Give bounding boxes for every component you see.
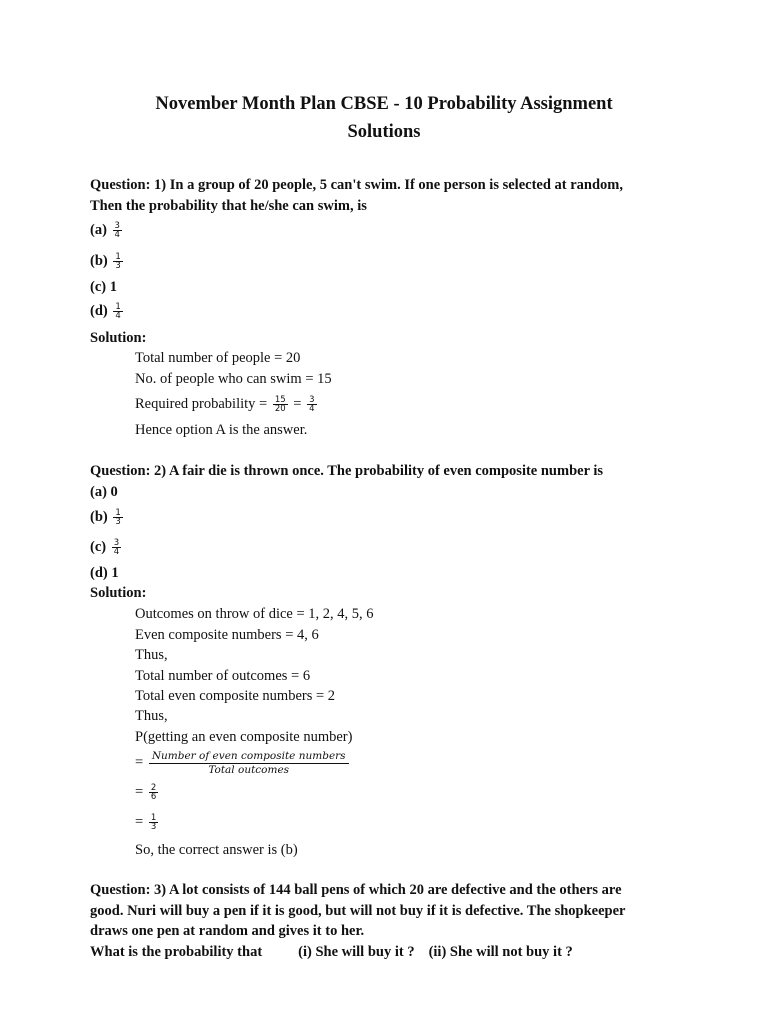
fraction-numerator: 1 — [115, 301, 121, 312]
q1-option-b — [90, 251, 125, 271]
q2-text: Question: 2) A fair die is thrown once. The probability of even composite number is — [90, 463, 604, 479]
option-label: (a) — [90, 222, 107, 238]
q1-solution-line2: No. of people who can swim = 15 — [135, 371, 332, 387]
q2-option-a: (a) 0 — [90, 484, 118, 500]
fraction-numerator: 3 — [114, 220, 120, 231]
fraction-denominator: 20 — [274, 404, 286, 415]
q2-solution-line3: Thus, — [135, 647, 168, 663]
q1-text-line1: Question: 1) In a group of 20 people, 5 can't swim. If one person is selected at random, — [90, 177, 624, 193]
q3-prompt: What is the probability that — [90, 944, 263, 960]
fraction-numerator: 1 — [150, 812, 157, 823]
fraction-numerator: 15 — [274, 394, 286, 405]
q3-text-line4 — [90, 942, 573, 962]
fraction — [112, 539, 121, 557]
document-title-line2: Solutions — [347, 122, 421, 142]
fraction-denominator: 3 — [150, 822, 157, 833]
q2-solution-line1: Outcomes on throw of dice = 1, 2, 4, 5, 6 — [135, 606, 374, 622]
equals-sign: = — [135, 814, 144, 830]
q2-option-c — [90, 537, 123, 557]
q1-solution-line1: Total number of people = 20 — [135, 350, 301, 366]
fraction — [149, 784, 158, 802]
fraction — [273, 396, 288, 414]
q2-solution-step-1-3 — [135, 812, 160, 832]
equals-sign: = — [293, 396, 302, 412]
q1-option-c: (c) 1 — [90, 279, 117, 295]
q1-option-a — [90, 220, 124, 240]
q3-text-line1: Question: 3) A lot consists of 144 ball pens of which 20 are defective and the others are — [90, 882, 622, 898]
q2-solution-final: So, the correct answer is (b) — [135, 842, 298, 858]
q2-solution-line5: Total even composite numbers = 2 — [135, 688, 336, 704]
fraction-numerator: 3 — [309, 394, 315, 405]
q2-solution-line2: Even composite numbers = 4, 6 — [135, 627, 319, 643]
q2-option-d: (d) 1 — [90, 565, 119, 581]
fraction-denominator: 4 — [115, 311, 121, 322]
fraction-denominator: 3 — [115, 261, 121, 272]
fraction — [149, 814, 158, 832]
q2-solution-label: Solution: — [90, 585, 147, 601]
q2-solution-line7: P(getting an even composite number) — [135, 729, 353, 745]
fraction — [149, 750, 349, 776]
q3-part-ii: (ii) She will not buy it ? — [428, 944, 573, 960]
q3-text-line2: good. Nuri will buy a pen if it is good, but will not buy if it is defective. The shopkeeper — [90, 903, 626, 919]
q2-solution-step-2-6 — [135, 782, 160, 802]
q3-text-line3: draws one pen at random and gives it to her. — [90, 923, 365, 939]
fraction-denominator: 4 — [113, 547, 120, 558]
fraction-numerator: 2 — [150, 782, 157, 793]
fraction-numerator: 3 — [113, 537, 120, 548]
fraction — [307, 396, 316, 414]
q2-solution-line6: Thus, — [135, 708, 168, 724]
fraction-denominator: 4 — [309, 404, 315, 415]
q3-part-i: (i) She will buy it ? — [298, 944, 415, 960]
fraction-denominator: Total outcomes — [149, 763, 349, 777]
fraction — [113, 303, 122, 321]
fraction-denominator: 6 — [150, 792, 157, 803]
fraction-denominator: 3 — [115, 517, 121, 528]
fraction — [113, 222, 122, 240]
q2-solution-fraction-line — [135, 750, 351, 776]
fraction — [113, 253, 122, 271]
q2-option-b — [90, 507, 125, 527]
option-label: (b) — [90, 253, 108, 269]
equals-sign: = — [135, 754, 144, 771]
q1-solution-line3 — [135, 394, 319, 414]
q2-solution-line4: Total number of outcomes = 6 — [135, 668, 311, 684]
document-title-line1: November Month Plan CBSE - 10 Probability Assignment — [155, 94, 613, 114]
fraction — [113, 509, 122, 527]
required-probability-text: Required probability = — [135, 396, 268, 412]
fraction-numerator: Number of even composite numbers — [151, 750, 346, 762]
q1-solution-line4: Hence option A is the answer. — [135, 422, 308, 438]
q1-option-d — [90, 301, 125, 321]
q1-text-line2: Then the probability that he/she can swim, is — [90, 198, 367, 214]
fraction-numerator: 1 — [115, 251, 121, 262]
option-label: (b) — [90, 509, 108, 525]
q1-solution-label: Solution: — [90, 330, 147, 346]
option-label: (d) — [90, 303, 108, 319]
equals-sign: = — [135, 784, 144, 800]
fraction-numerator: 1 — [115, 507, 121, 518]
fraction-denominator: 4 — [114, 230, 120, 241]
option-label: (c) — [90, 539, 107, 555]
